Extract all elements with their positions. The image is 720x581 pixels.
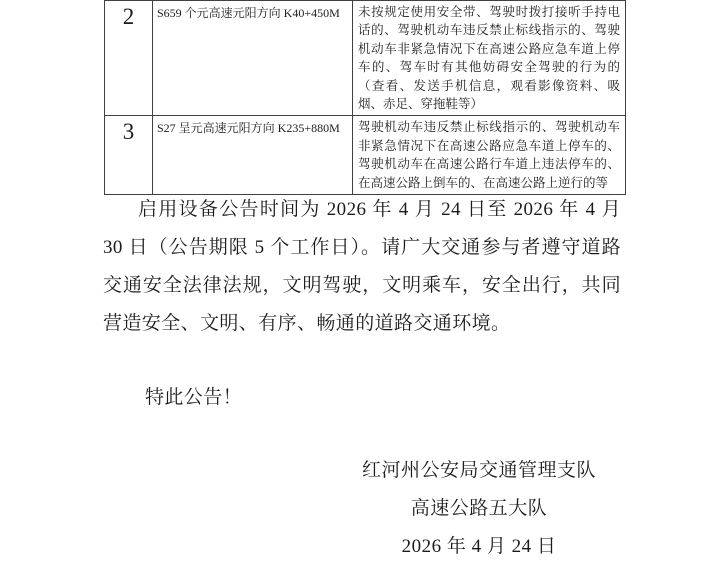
table-row — [105, 116, 626, 195]
closing-statement: 特此公告！ — [145, 387, 243, 408]
issuing-authority: 红河州公安局交通管理支队 — [361, 460, 596, 481]
enforcement-points-table — [104, 0, 626, 195]
row-number-cell: 2 — [105, 1, 153, 116]
notice-body-paragraph: 启用设备公告时间为 2026 年 4 月 24 日至 2026 年 4 月 30 日（公告期限 5 个工作日）。请广大交通参与者遵守道路交通安全法律法规，文明驾驶，文明乘车，安全出行，共同营造安全、文明、有序、畅通的道路交通环境。 — [103, 199, 621, 334]
location-cell: S27 呈元高速元阳方向 K235+880M — [153, 116, 353, 195]
issuing-division: 高速公路五大队 — [410, 498, 548, 519]
location-cell: S659 个元高速元阳方向 K40+450M — [153, 1, 353, 116]
violations-cell: 未按规定使用安全带、驾驶时拨打接听手持电话的、驾驶机动车违反禁止标线指示的、驾驶机动车非紧急情况下在高速公路应急车道上停车的、驾车时有其他妨碍安全驾驶的行为的（查看、发送手机信息，观看影像资料、吸烟、赤足、穿拖鞋等） — [353, 1, 626, 116]
row-number-cell: 3 — [105, 116, 153, 195]
issue-date: 2026 年 4 月 24 日 — [401, 536, 557, 557]
violations-cell: 驾驶机动车违反禁止标线指示的、驾驶机动车非紧急情况下在高速公路应急车道上停车的、驾驶机动车在高速公路行车道上违法停车的、在高速公路上倒车的、在高速公路上逆行的等 — [353, 116, 626, 195]
table-row — [105, 1, 626, 116]
signature-block — [330, 452, 628, 566]
